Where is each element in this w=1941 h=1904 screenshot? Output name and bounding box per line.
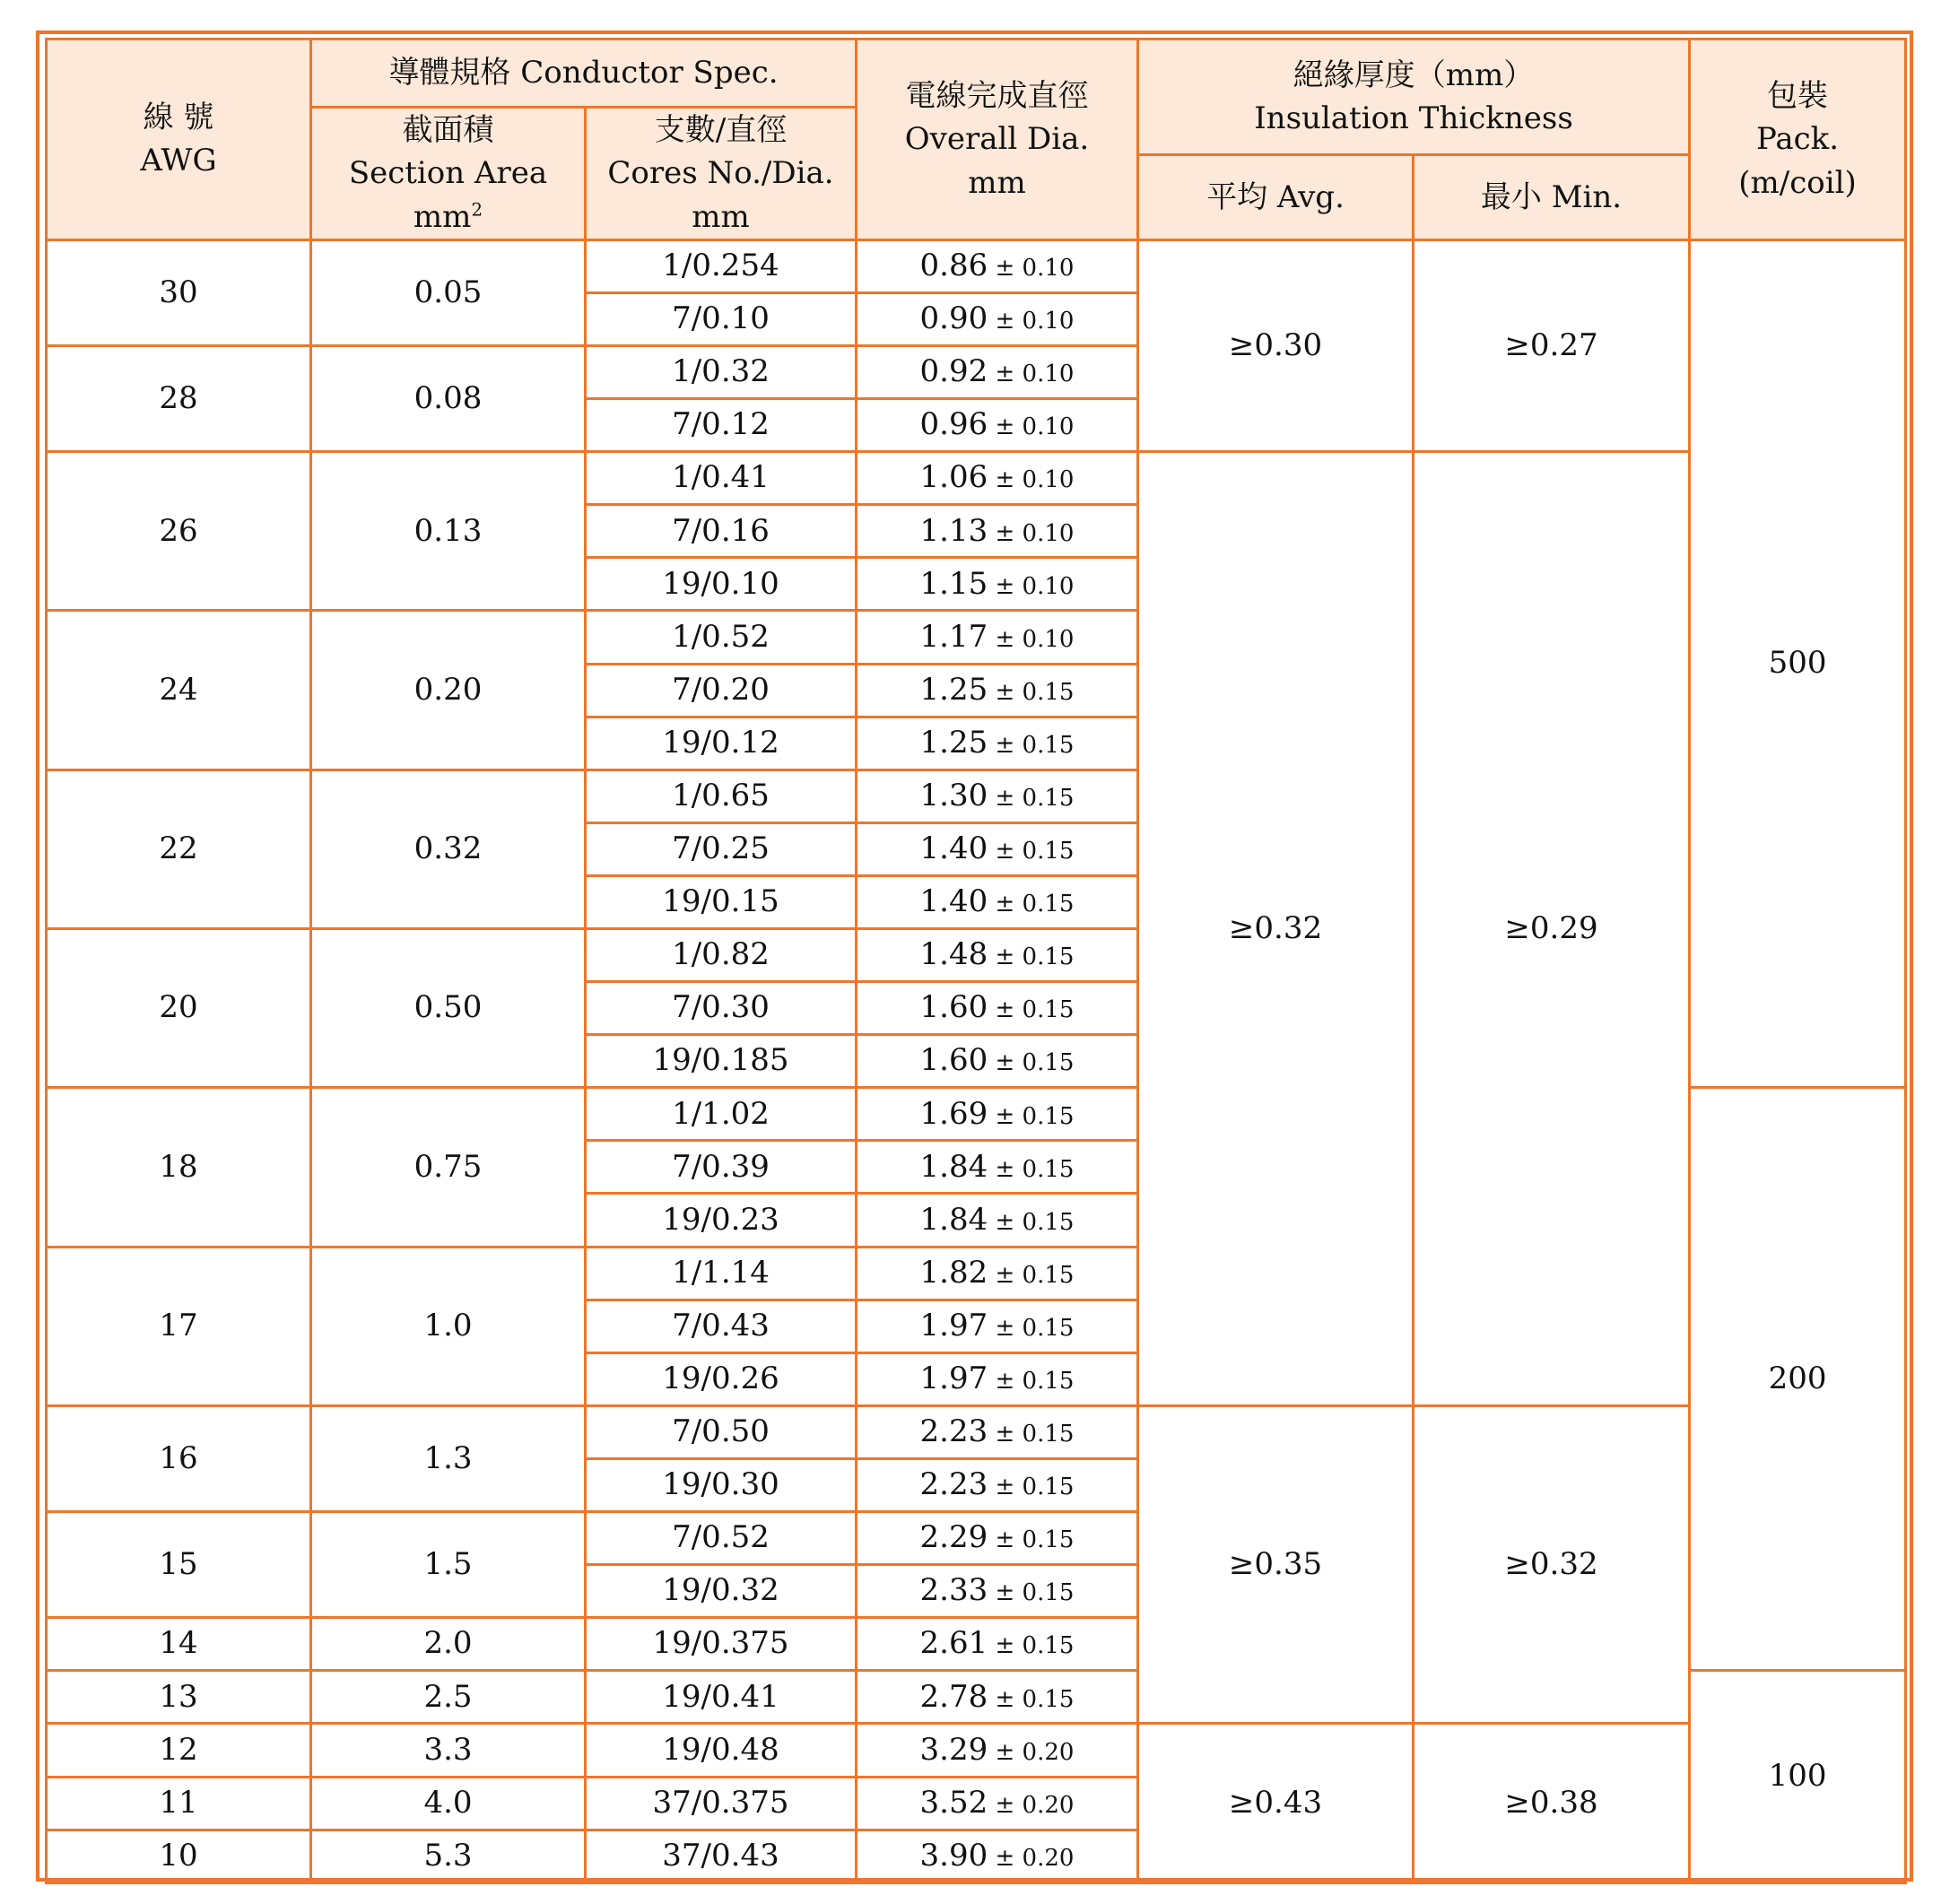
dia-tolerance: ± 0.15 (988, 1208, 1075, 1236)
dia-tolerance: ± 0.10 (988, 361, 1075, 388)
overall-dia-cell (857, 345, 1138, 398)
dia-tolerance: ± 0.15 (988, 1579, 1075, 1607)
section-area-cell: 3.3 (311, 1724, 586, 1777)
insulation-min-cell: ≥0.29 (1414, 452, 1690, 1406)
dia-value: 1.25 (919, 671, 988, 708)
cores-cell: 1/0.65 (586, 769, 857, 822)
dia-value: 0.96 (919, 406, 988, 443)
header-cores-en: Cores No./Dia. (607, 155, 834, 192)
awg-cell: 26 (47, 452, 311, 611)
header-awg (47, 39, 311, 240)
cores-cell: 19/0.23 (586, 1194, 857, 1247)
awg-cell: 28 (47, 345, 311, 451)
dia-tolerance: ± 0.15 (988, 838, 1075, 865)
awg-cell: 18 (47, 1088, 311, 1247)
header-awg-zh: 線 號 (143, 100, 214, 136)
header-pack (1690, 39, 1906, 240)
section-area-cell: 1.0 (311, 1247, 586, 1405)
dia-value: 1.25 (919, 724, 988, 761)
dia-tolerance: ± 0.15 (988, 1368, 1075, 1395)
dia-tolerance: ± 0.15 (988, 1261, 1075, 1289)
overall-dia-cell (857, 1565, 1138, 1618)
dia-value: 1.06 (919, 459, 988, 496)
cores-cell: 7/0.25 (586, 822, 857, 875)
table-row (47, 452, 1906, 505)
header-min: 最小 Min. (1414, 154, 1690, 239)
dia-value: 1.13 (919, 512, 988, 549)
dia-value: 1.84 (919, 1201, 988, 1238)
dia-tolerance: ± 0.15 (988, 1421, 1075, 1448)
dia-tolerance: ± 0.10 (988, 255, 1075, 283)
dia-tolerance: ± 0.15 (988, 1632, 1075, 1660)
header-overall-en: Overall Dia. (904, 121, 1090, 158)
dia-value: 0.90 (919, 300, 988, 337)
insulation-avg-cell: ≥0.32 (1138, 452, 1414, 1406)
cores-cell: 19/0.48 (586, 1724, 857, 1777)
section-area-cell: 2.0 (311, 1618, 586, 1671)
cores-cell: 19/0.185 (586, 1035, 857, 1088)
section-area-cell: 0.05 (311, 239, 586, 345)
dia-value: 2.78 (919, 1678, 988, 1715)
cores-cell: 37/0.43 (586, 1830, 857, 1882)
header-cores-zh: 支數/直徑 (654, 112, 788, 148)
dia-tolerance: ± 0.15 (988, 1474, 1075, 1501)
awg-cell: 17 (47, 1247, 311, 1405)
section-area-cell: 0.75 (311, 1088, 586, 1247)
dia-tolerance: ± 0.15 (988, 1314, 1075, 1342)
cores-cell: 1/1.02 (586, 1088, 857, 1141)
header-cores-unit: mm (692, 198, 750, 235)
cores-cell: 7/0.52 (586, 1512, 857, 1565)
cores-cell: 19/0.26 (586, 1352, 857, 1405)
dia-value: 3.90 (919, 1837, 988, 1874)
header-overall-dia (857, 39, 1138, 240)
dia-value: 0.86 (919, 248, 988, 284)
overall-dia-cell (857, 769, 1138, 822)
dia-tolerance: ± 0.15 (988, 996, 1075, 1024)
dia-tolerance: ± 0.15 (988, 1155, 1075, 1183)
header-insulation-zh: 絕緣厚度（mm） (1293, 57, 1535, 93)
dia-value: 1.97 (919, 1307, 988, 1343)
header-cores (586, 108, 857, 240)
section-area-cell: 4.0 (311, 1777, 586, 1830)
dia-value: 0.92 (919, 353, 988, 390)
awg-cell: 24 (47, 611, 311, 769)
dia-value: 1.17 (919, 618, 988, 655)
overall-dia-cell (857, 1777, 1138, 1830)
overall-dia-cell (857, 505, 1138, 558)
overall-dia-cell (857, 558, 1138, 611)
dia-tolerance: ± 0.10 (988, 466, 1075, 494)
header-pack-unit: (m/coil) (1738, 164, 1857, 201)
dia-value: 2.33 (919, 1572, 988, 1609)
awg-cell: 11 (47, 1777, 311, 1830)
overall-dia-cell (857, 292, 1138, 345)
overall-dia-cell (857, 1035, 1138, 1088)
section-area-cell: 0.50 (311, 929, 586, 1088)
overall-dia-cell (857, 717, 1138, 769)
section-area-cell: 0.32 (311, 769, 586, 928)
header-pack-zh: 包裝 (1767, 78, 1829, 114)
dia-value: 1.40 (919, 883, 988, 920)
overall-dia-cell (857, 1194, 1138, 1247)
header-overall-zh: 電線完成直徑 (905, 78, 1089, 114)
dia-tolerance: ± 0.20 (988, 1738, 1075, 1766)
header-section-area-en: Section Area (348, 155, 548, 192)
insulation-min-cell: ≥0.32 (1414, 1405, 1690, 1724)
cores-cell: 1/0.52 (586, 611, 857, 664)
overall-dia-cell (857, 1618, 1138, 1671)
overall-dia-cell (857, 1141, 1138, 1194)
dia-tolerance: ± 0.10 (988, 413, 1075, 441)
table-body (47, 239, 1906, 1882)
dia-tolerance: ± 0.10 (988, 572, 1075, 600)
header-conductor-spec: 導體規格 Conductor Spec. (311, 39, 857, 108)
overall-dia-cell (857, 1088, 1138, 1141)
header-section-area (311, 108, 586, 240)
overall-dia-cell (857, 1671, 1138, 1724)
table-row (47, 1405, 1906, 1458)
section-area-cell: 0.08 (311, 345, 586, 451)
section-area-cell: 5.3 (311, 1830, 586, 1882)
awg-cell: 16 (47, 1405, 311, 1511)
cores-cell: 19/0.12 (586, 717, 857, 769)
overall-dia-cell (857, 1300, 1138, 1352)
dia-tolerance: ± 0.10 (988, 519, 1075, 547)
cores-cell: 19/0.32 (586, 1565, 857, 1618)
cores-cell: 7/0.50 (586, 1405, 857, 1458)
overall-dia-cell (857, 1352, 1138, 1405)
dia-tolerance: ± 0.10 (988, 308, 1075, 335)
dia-value: 1.84 (919, 1148, 988, 1185)
awg-cell: 10 (47, 1830, 311, 1882)
insulation-min-cell: ≥0.27 (1414, 239, 1690, 451)
cores-cell: 7/0.39 (586, 1141, 857, 1194)
section-area-cell: 0.20 (311, 611, 586, 769)
pack-cell: 200 (1690, 1088, 1906, 1671)
awg-cell: 13 (47, 1671, 311, 1724)
dia-value: 1.82 (919, 1254, 988, 1291)
dia-value: 1.60 (919, 989, 988, 1026)
dia-value: 1.60 (919, 1042, 988, 1079)
awg-cell: 30 (47, 239, 311, 345)
overall-dia-cell (857, 875, 1138, 928)
overall-dia-cell (857, 1405, 1138, 1458)
cores-cell: 1/0.32 (586, 345, 857, 398)
header-pack-en: Pack. (1755, 121, 1840, 158)
overall-dia-cell (857, 239, 1138, 292)
cores-cell: 7/0.10 (586, 292, 857, 345)
dia-value: 2.23 (919, 1466, 988, 1503)
overall-dia-cell (857, 822, 1138, 875)
overall-dia-cell (857, 1512, 1138, 1565)
cores-cell: 7/0.12 (586, 399, 857, 452)
dia-value: 3.29 (919, 1731, 988, 1768)
cores-cell: 7/0.30 (586, 982, 857, 1035)
dia-value: 2.61 (919, 1625, 988, 1662)
overall-dia-cell (857, 1458, 1138, 1511)
cores-cell: 19/0.10 (586, 558, 857, 611)
header-overall-unit: mm (968, 164, 1026, 201)
section-area-cell: 1.5 (311, 1512, 586, 1618)
awg-cell: 20 (47, 929, 311, 1088)
dia-tolerance: ± 0.15 (988, 784, 1075, 812)
insulation-avg-cell: ≥0.35 (1138, 1405, 1414, 1724)
pack-cell: 500 (1690, 239, 1906, 1088)
section-area-cell: 1.3 (311, 1405, 586, 1511)
dia-tolerance: ± 0.15 (988, 731, 1075, 759)
cores-cell: 37/0.375 (586, 1777, 857, 1830)
overall-dia-cell (857, 982, 1138, 1035)
overall-dia-cell (857, 399, 1138, 452)
overall-dia-cell (857, 611, 1138, 664)
awg-cell: 12 (47, 1724, 311, 1777)
awg-cell: 22 (47, 769, 311, 928)
pack-cell: 100 (1690, 1671, 1906, 1882)
cores-cell: 7/0.16 (586, 505, 857, 558)
awg-cell: 15 (47, 1512, 311, 1618)
table-row (47, 239, 1906, 292)
dia-value: 1.69 (919, 1095, 988, 1132)
dia-value: 1.48 (919, 936, 988, 973)
dia-value: 3.52 (919, 1784, 988, 1821)
overall-dia-cell (857, 1724, 1138, 1777)
cores-cell: 19/0.375 (586, 1618, 857, 1671)
header-awg-en: AWG (140, 143, 217, 179)
cores-cell: 19/0.41 (586, 1671, 857, 1724)
dia-value: 1.30 (919, 777, 988, 813)
cores-cell: 1/0.41 (586, 452, 857, 505)
dia-value: 2.29 (919, 1519, 988, 1556)
cores-cell: 1/1.14 (586, 1247, 857, 1300)
dia-tolerance: ± 0.15 (988, 891, 1075, 918)
cores-cell: 19/0.30 (586, 1458, 857, 1511)
overall-dia-cell (857, 452, 1138, 505)
section-area-cell: 0.13 (311, 452, 586, 611)
insulation-avg-cell: ≥0.43 (1138, 1724, 1414, 1882)
insulation-min-cell: ≥0.38 (1414, 1724, 1690, 1882)
header-section-area-unit: $mm^2$ (413, 198, 483, 235)
dia-tolerance: ± 0.15 (988, 1102, 1075, 1130)
header-insulation-en: Insulation Thickness (1254, 100, 1573, 136)
header-insulation (1138, 39, 1690, 155)
section-area-cell: 2.5 (311, 1671, 586, 1724)
dia-tolerance: ± 0.15 (988, 1685, 1075, 1713)
table-row (47, 1724, 1906, 1777)
dia-value: 2.23 (919, 1413, 988, 1450)
awg-cell: 14 (47, 1618, 311, 1671)
cores-cell: 1/0.82 (586, 929, 857, 982)
dia-value: 1.40 (919, 830, 988, 867)
overall-dia-cell (857, 664, 1138, 717)
dia-tolerance: ± 0.15 (988, 1049, 1075, 1077)
dia-value: 1.97 (919, 1361, 988, 1397)
header-avg: 平均 Avg. (1138, 154, 1414, 239)
dia-tolerance: ± 0.15 (988, 1526, 1075, 1554)
dia-tolerance: ± 0.10 (988, 625, 1075, 653)
dia-tolerance: ± 0.20 (988, 1791, 1075, 1819)
overall-dia-cell (857, 1247, 1138, 1300)
cores-cell: 1/0.254 (586, 239, 857, 292)
cores-cell: 19/0.15 (586, 875, 857, 928)
dia-tolerance: ± 0.15 (988, 943, 1075, 971)
overall-dia-cell (857, 929, 1138, 982)
overall-dia-cell (857, 1830, 1138, 1882)
dia-value: 1.15 (919, 565, 988, 602)
cores-cell: 7/0.43 (586, 1300, 857, 1352)
insulation-avg-cell: ≥0.30 (1138, 239, 1414, 451)
wire-spec-table (45, 38, 1907, 1884)
dia-tolerance: ± 0.15 (988, 678, 1075, 706)
header-section-area-zh: 截面積 (402, 112, 494, 148)
dia-tolerance: ± 0.20 (988, 1844, 1075, 1872)
cores-cell: 7/0.20 (586, 664, 857, 717)
